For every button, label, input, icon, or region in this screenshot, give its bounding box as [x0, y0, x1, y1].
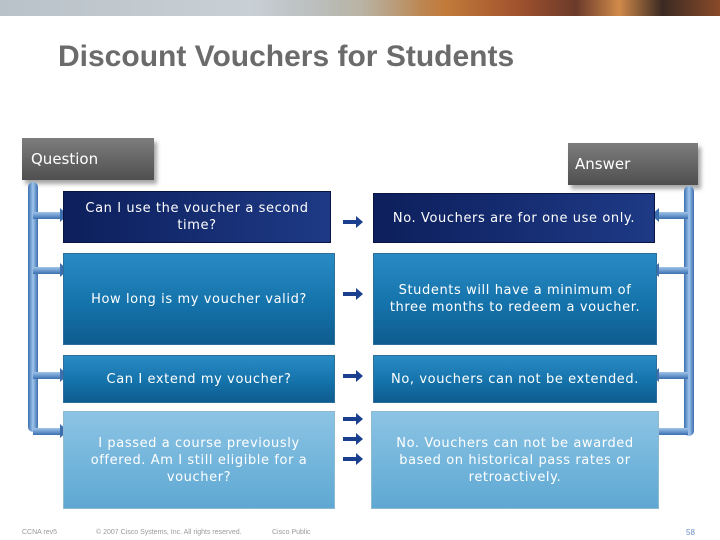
page-title: Discount Vouchers for Students — [58, 40, 515, 73]
right-arrow-icon — [658, 372, 688, 379]
mid-arrow-icon — [343, 437, 357, 441]
left-connector-rail — [28, 182, 38, 432]
mid-arrow-icon — [343, 417, 357, 421]
left-arrow-icon — [33, 267, 61, 274]
mid-arrow-icon — [343, 292, 357, 296]
answer-box-2 — [373, 253, 657, 345]
footer-course: CCNA rev5 — [22, 529, 58, 536]
answer-text: No. Vouchers can not be awarded based on historical pass rates or retroactively. — [396, 435, 634, 485]
question-text: Can I use the voucher a second time? — [85, 201, 309, 233]
mid-arrow-icon — [343, 374, 357, 378]
answer-text: No. Vouchers are for one use only. — [392, 210, 636, 226]
answer-box-1 — [373, 193, 655, 243]
question-box-4 — [63, 411, 335, 509]
question-header — [22, 138, 154, 180]
footer-copyright: © 2007 Cisco Systems, Inc. All rights reserved. — [96, 529, 242, 536]
left-arrow-icon — [33, 372, 61, 379]
left-arrow-icon — [33, 428, 61, 435]
question-box-3 — [63, 355, 335, 403]
mid-arrow-icon — [343, 220, 357, 224]
right-arrow-icon — [658, 212, 688, 219]
answer-text: No, vouchers can not be extended. — [391, 371, 639, 387]
right-connector-rail — [684, 186, 694, 436]
question-header-label: Question — [31, 150, 99, 168]
answer-box-4 — [371, 411, 659, 509]
answer-box-3 — [373, 355, 657, 403]
question-text: I passed a course previously offered. Am I still eligible for a voucher? — [90, 435, 308, 485]
mid-arrow-icon — [343, 457, 357, 461]
top-photo-banner — [0, 0, 720, 16]
right-arrow-icon — [658, 267, 688, 274]
footer-classification: Cisco Public — [272, 529, 311, 536]
question-box-1 — [63, 191, 331, 243]
answer-header — [568, 143, 698, 185]
answer-header-label: Answer — [575, 155, 631, 173]
page-number: 58 — [686, 528, 695, 537]
question-box-2 — [63, 253, 335, 345]
right-arrow-icon — [658, 428, 688, 435]
question-text: Can I extend my voucher? — [106, 371, 292, 387]
left-arrow-icon — [33, 212, 61, 219]
answer-text: Students will have a minimum of three months to redeem a voucher. — [389, 283, 641, 315]
question-text: How long is my voucher valid? — [91, 291, 307, 307]
